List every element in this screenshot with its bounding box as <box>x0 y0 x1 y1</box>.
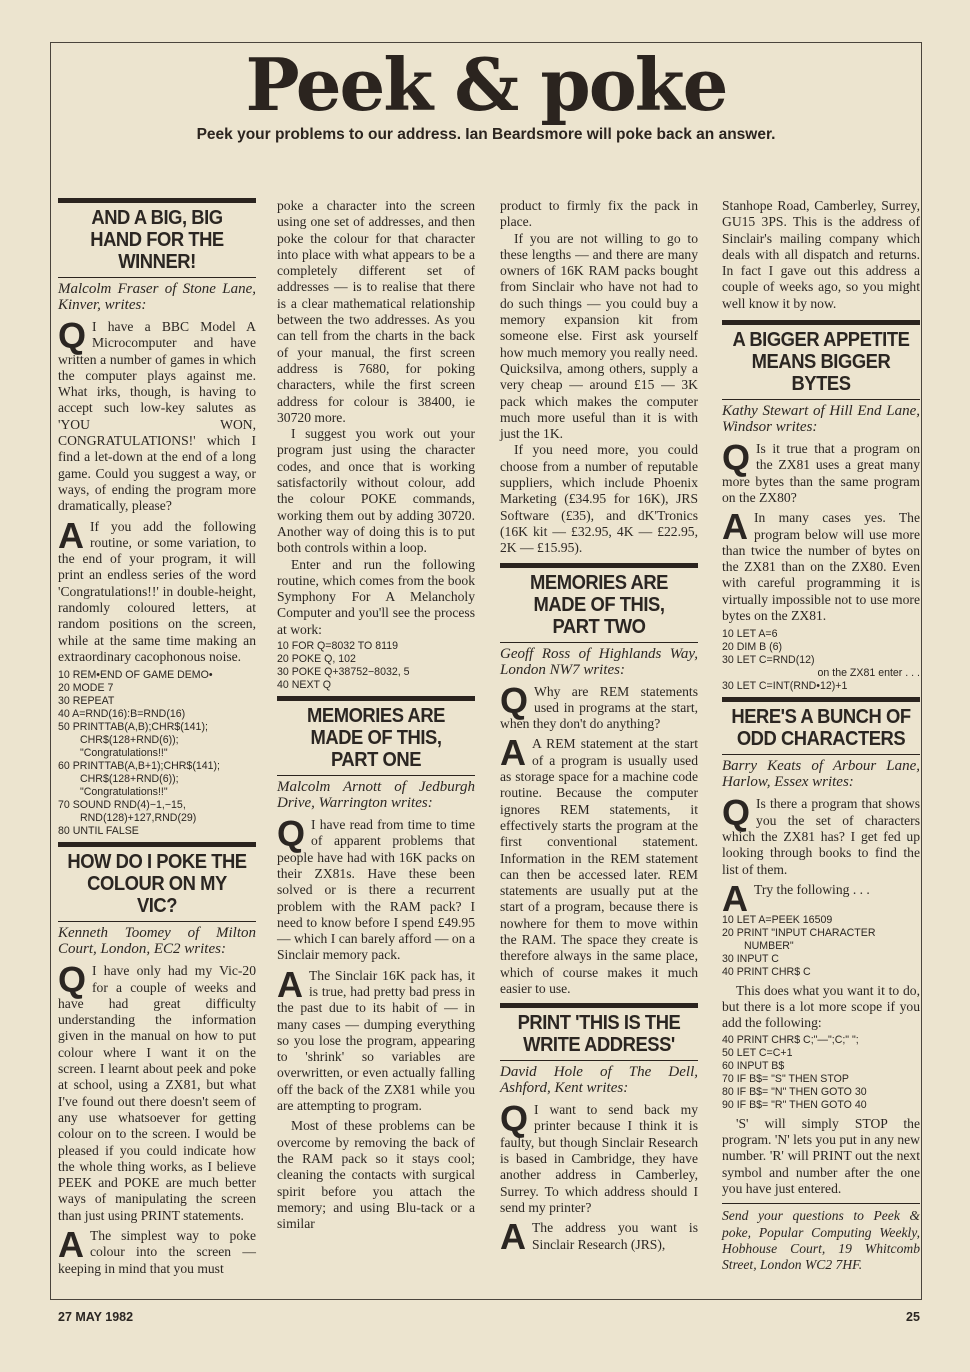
submission-address: Send your questions to Peek & poke, Popular Computing Weekly, Hobhouse Court, 19 Whitcomb Street, London WC2 7HF. <box>722 1203 920 1273</box>
a-letter: A <box>722 506 748 548</box>
byline: Geoff Ross of Highlands Way, London NW7 writes: <box>500 642 698 678</box>
page-title: Peek & poke <box>245 42 727 127</box>
page-number: 25 <box>906 1310 920 1324</box>
paragraph: product to firmly fix the pack in place. <box>500 198 698 230</box>
q-letter: Q <box>722 437 751 479</box>
article-heading: HERE'S A BUNCH OF ODD CHARACTERS <box>731 706 911 751</box>
question: Q Is there a program that shows you the set of characters which the ZX81 has? I get fed up looking through books to find the list of them. <box>722 792 920 877</box>
article-heading: A BIGGER APPETITE MEANS BIGGER BYTES <box>732 329 910 396</box>
q-letter: Q <box>277 813 306 855</box>
answer: A The simplest way to poke colour into the screen — keeping in mind that you must <box>58 1223 256 1276</box>
q-letter: Q <box>722 792 751 834</box>
answer: A In many cases yes. The program below will use more than twice the number of bytes on the ZX81 than on the ZX80. Even with careful programming it is virtually impossible not to use more bytes on the ZX81. <box>722 506 920 624</box>
article-heading: MEMORIES ARE MADE OF THIS, PART TWO <box>530 571 668 638</box>
a-letter: A <box>722 877 748 919</box>
code-listing: 10 FOR Q=8032 TO 8119 20 POKE Q, 102 30 POKE Q+38752−8032, 5 40 NEXT Q <box>277 640 410 692</box>
article-heading: PRINT 'THIS IS THE WRITE ADDRESS' <box>517 1012 681 1057</box>
divider <box>58 842 256 847</box>
question: Q Why are REM statements used in programs at the start, when they don't do anything? <box>500 679 698 732</box>
question: Q I have only had my Vic-20 for a couple of weeks and have had great difficulty understanding the information given in the manual on how to put colour where I want it on the screen. I learnt about peek and poke at school, using a ZX81, but what I've found out there doesn't seem of any use whatsoever for getting colour on to the screen. I would be pleased if you could indicate how the whole thing works, as I believe PEEK and POKE are much better ways of manipulating the screen than just using PRINT statements. <box>58 959 256 1223</box>
masthead <box>50 44 922 144</box>
paragraph: I suggest you work out your program just using the character codes, and once that is working satisfactorily without colour, add the colour POKE commands, working them out by adding 30720. Another way of doing this is to put both controls within a loop. <box>277 426 475 556</box>
answer: A The address you want is Sinclair Research (JRS), <box>500 1216 698 1258</box>
question: Q I have read from time to time of apparent problems that people have had with 16K packs on their ZX81s. Have these been solved or is there a recurrent problem with the RAM pack? I need to know before I spend £49.95 — which I can barely afford — on a Sinclair memory pack. <box>277 813 475 963</box>
article-heading: AND A BIG, BIG HAND FOR THE WINNER! <box>90 207 224 273</box>
divider <box>277 696 475 701</box>
divider <box>722 320 920 325</box>
page-subtitle: Peek your problems to our address. Ian Beardsmore will poke back an answer. <box>196 126 776 143</box>
article-heading: MEMORIES ARE MADE OF THIS, PART ONE <box>307 705 445 772</box>
code-listing: 40 PRINT CHR$ C;"—";C;" "; 50 LET C=C+1 60 INPUT B$ 70 IF B$= "S" THEN STOP 80 IF B$= "N" THEN GOTO 30 90 IF B$= "R" THEN GOTO 40 <box>722 1033 867 1111</box>
a-letter: A <box>277 963 303 1005</box>
answer: A If you add the following routine, or some variation, to the end of your program, it will print an endless series of the word 'Congratulations!!' in double-height, randomly coloured letters, at random positions on the screen, while at the same time making an extraordinary cacophonous noise. <box>58 514 256 664</box>
byline: Barry Keats of Arbour Lane, Harlow, Essex writes: <box>722 754 920 790</box>
column-1 <box>58 198 256 1281</box>
byline: Kathy Stewart of Hill End Lane, Windsor writes: <box>722 399 920 435</box>
paragraph: Enter and run the following routine, which comes from the book Symphony For A Melancholy Computer and you'll see the process at work: <box>277 556 475 637</box>
question: Q Is it true that a program on the ZX81 uses a great many more bytes than the same program on the ZX80? <box>722 437 920 505</box>
paragraph: poke a character into the screen using one set of addresses, and then poke the colour for that character into place with what appears to be a completely different set of addresses — is to realise that there is a clear mathematical relationship between the two addresses. As you can tell from the charts in the back of your manual, the first screen address is 7680, for poking characters, while the first screen address for colour is 38400, ie 30720 more. <box>277 198 475 425</box>
code-listing: 10 LET A=6 20 DIM B (6) 30 LET C=RND(12) on the ZX81 enter . . . 30 LET C=INT(RND•12)+1 <box>722 628 920 693</box>
paragraph: If you are not willing to go to these lengths — and there are many owners of 16K RAM packs bought from Sinclair who have not had to do such things — you could buy a memory expansion kit from someone else. First ask yourself how much memory you really need. Quicksilva, among others, supply a very cheap — around £15 — 3K pack which makes the computer much more useful than it is with just the 1K. <box>500 230 698 442</box>
a-letter: A <box>500 1216 526 1258</box>
q-letter: Q <box>500 1098 529 1140</box>
article-heading: HOW DO I POKE THE COLOUR ON MY VIC? <box>67 851 247 918</box>
column-4 <box>722 198 920 1273</box>
paragraph: This does what you want it to do, but there is a lot more scope if you add the following: <box>722 982 920 1031</box>
divider <box>500 1003 698 1008</box>
a-letter: A <box>58 514 84 556</box>
divider <box>500 563 698 568</box>
a-letter: A <box>58 1223 84 1265</box>
paragraph: 'S' will simply STOP the program. 'N' lets you put in any new number. 'R' will PRINT out the next symbol and number after the one you have just entered. <box>722 1115 920 1196</box>
paragraph: If you need more, you could choose from a number of reputable suppliers, which include Phoenix Marketing (£34.95 for 16K), JRS Software (£35), and dK'Tronics (16K kit — £32.95, 4K — £22.95, 2K — £15.95). <box>500 442 698 556</box>
divider <box>722 697 920 702</box>
issue-date: 27 MAY 1982 <box>58 1310 134 1324</box>
q-letter: Q <box>500 679 529 721</box>
code-listing: 10 REM•END OF GAME DEMO• 20 MODE 7 30 REPEAT 40 A=RND(16):B=RND(16) 50 PRINTTAB(A,B);CHR$(141); CHR$(128+RND(6)); "Congratulations!!" 60 PRINTTAB(A,B+1);CHR$(141); CHR$(128+RND(6)); "Congratulations!!" 70 SOUND RND(4)−1,−15, RND(128)+127,RND(29) 80 UNTIL FALSE <box>58 669 220 838</box>
q-letter: Q <box>58 959 87 1001</box>
byline: Malcolm Arnott of Jedburgh Drive, Warrington writes: <box>277 775 475 811</box>
answer: A The Sinclair 16K pack has, it is true, had pretty bad press in the past due to its habit of — in many cases — dumping everything so you lose the program, appearing to 'shrink' so variables are overwritten, or even actually falling off the back of the ZX81 while you are attempting to program. <box>277 963 475 1114</box>
column-3 <box>500 198 698 1257</box>
column-2 <box>277 198 475 1232</box>
question: Q I have a BBC Model A Microcomputer and have written a number of games in which the computer plays against me. What irks, though, is having to accept such low-key salutes as 'YOU WON, CONGRATULATIONS!' which I find a let-down at the end of a long game. Could you suggest a way, or ways, of ending the program more dramatically, please? <box>58 315 256 514</box>
paragraph: Most of these problems can be overcome by removing the back of the RAM pack so it stays cool; cleaning the contacts with surgical spirit before you attach the memory; and using Blu-tack or a similar <box>277 1118 475 1232</box>
byline: Kenneth Toomey of Milton Court, London, EC2 writes: <box>58 921 256 957</box>
a-letter: A <box>500 732 526 774</box>
byline: Malcolm Fraser of Stone Lane, Kinver, writes: <box>58 277 256 313</box>
answer: A A REM statement at the start of a program is usually used as storage space for a machine code routine. Because the computer ignores REM statements, it effectively starts the program at the first conventional statement. Information in the REM statement can then be accessed later. REM statements are usually put at the start of a program, because there is nowhere for them to move within the RAM. The space they create is therefore always in the same place, which of course makes it much easier to use. <box>500 732 698 996</box>
byline: David Hole of The Dell, Ashford, Kent writes: <box>500 1060 698 1096</box>
code-listing: 10 LET A=PEEK 16509 20 PRINT "INPUT CHARACTER NUMBER" 30 INPUT C 40 PRINT CHR$ C <box>722 913 876 978</box>
question: Q I want to send back my printer because I think it is faulty, but though Sinclair Research is based in Cambridge, they have another address in Camberley, Surrey. To which address should I send my printer? <box>500 1098 698 1215</box>
q-letter: Q <box>58 315 87 356</box>
paragraph: Stanhope Road, Camberley, Surrey, GU15 3PS. This is the address of Sinclair's mailing company which deals with all dispatch and returns. In fact I gave out this address a couple of weeks ago, so you might well know it by now. <box>722 198 920 311</box>
answer: A Try the following . . . <box>722 877 870 919</box>
divider <box>58 198 256 203</box>
